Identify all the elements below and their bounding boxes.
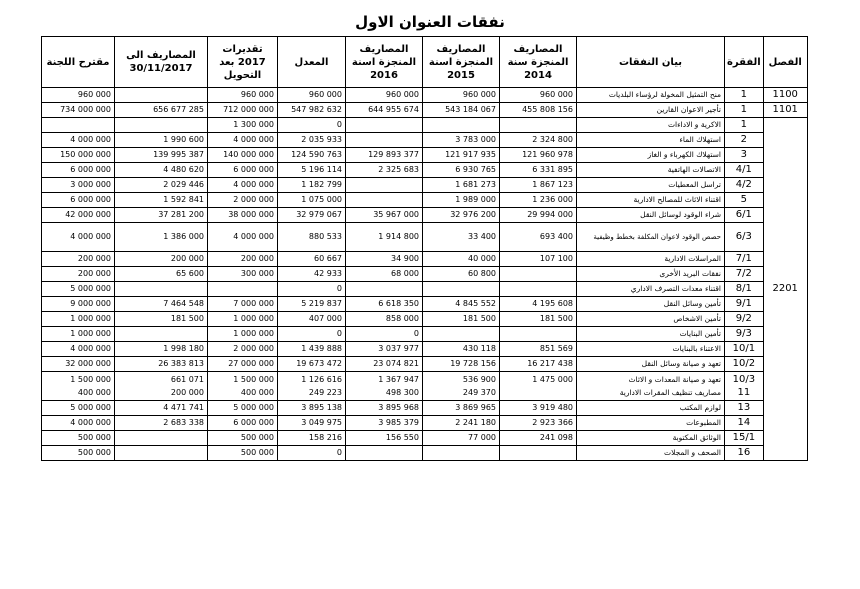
value-2015-cell: [423, 372, 500, 401]
estimate-cell: 38 000 000: [208, 208, 278, 223]
average-cell: 1 182 799: [278, 178, 346, 193]
expenses-cell: 4 480 620: [115, 163, 208, 178]
value-2016-cell: 3 985 379: [346, 416, 423, 431]
value-2014-cell: 455 808 156: [500, 103, 577, 118]
value-2014-cell: 2 923 366: [500, 416, 577, 431]
value-2014-cell: 16 217 438: [500, 357, 577, 372]
paragraph-cell: 1: [725, 118, 764, 133]
paragraph-cell: 2: [725, 133, 764, 148]
paragraph-line-1: 10/3: [732, 374, 756, 385]
description-cell: شراء الوقود لوسائل النقل: [577, 208, 725, 223]
estimate-cell: 500 000: [208, 446, 278, 461]
proposal-line-1: 1 500 000: [70, 375, 111, 384]
paragraph-cell: 1: [725, 88, 764, 103]
value-2014-cell: 6 331 895: [500, 163, 577, 178]
description-cell: استهلاك الكهرباء و الغاز: [577, 148, 725, 163]
proposal-cell: 6 000 000: [42, 163, 115, 178]
expenses-cell: [115, 88, 208, 103]
description-cell: الصحف و المجلات: [577, 446, 725, 461]
value-2015-cell: 2 241 180: [423, 416, 500, 431]
estimate-cell: 1 000 000: [208, 312, 278, 327]
proposal-cell: 6 000 000: [42, 193, 115, 208]
table-row: [42, 267, 808, 282]
value-2014-line-2: [503, 386, 573, 399]
expenses-cell: 37 281 200: [115, 208, 208, 223]
expenses-cell: 181 500: [115, 312, 208, 327]
proposal-cell: 4 000 000: [42, 133, 115, 148]
estimate-cell: [208, 282, 278, 297]
value-2015-cell: [423, 327, 500, 342]
estimate-cell: 1 000 000: [208, 327, 278, 342]
value-2015-cell: 40 000: [423, 252, 500, 267]
value-2014-cell: [500, 372, 577, 401]
description-line-2: مصاريف تنظيف المقرات الادارية: [619, 388, 721, 397]
proposal-cell: 4 000 000: [42, 416, 115, 431]
estimate-cell: 4 000 000: [208, 178, 278, 193]
description-cell: تأجير الاعوان القارين: [577, 103, 725, 118]
value-2015-cell: 19 728 156: [423, 357, 500, 372]
value-2016-cell: [346, 282, 423, 297]
value-2014-cell: 29 994 000: [500, 208, 577, 223]
estimate-line-2: 400 000: [240, 388, 274, 397]
header-estimate-2017: تقديرات 2017 بعد التحويل: [208, 37, 278, 88]
value-2015-cell: [423, 118, 500, 133]
description-cell: لوازم المكتب: [577, 401, 725, 416]
header-expenses-2017: المصاريف الى 30/11/2017: [115, 37, 208, 88]
value-2016-cell: 0: [346, 327, 423, 342]
table-row: [42, 148, 808, 163]
average-cell: 0: [278, 118, 346, 133]
average-cell: 1 075 000: [278, 193, 346, 208]
paragraph-cell: 9/3: [725, 327, 764, 342]
paragraph-cell: 6/1: [725, 208, 764, 223]
value-2015-cell: 3 783 000: [423, 133, 500, 148]
table-row: [42, 327, 808, 342]
description-cell: الاعتناء بالبنايات: [577, 342, 725, 357]
value-2016-cell: 23 074 821: [346, 357, 423, 372]
description-cell: تراسل المعطيات: [577, 178, 725, 193]
value-2016-line-1: 1 367 947: [378, 375, 419, 384]
value-2016-cell: [346, 133, 423, 148]
table-row: [42, 223, 808, 252]
estimate-cell: 140 000 000: [208, 148, 278, 163]
description-cell: الوثائق المكتوبة: [577, 431, 725, 446]
table-row: [42, 401, 808, 416]
expenses-cell: [115, 327, 208, 342]
average-cell: 3 895 138: [278, 401, 346, 416]
paragraph-cell: 8/1: [725, 282, 764, 297]
value-2014-cell: 241 098: [500, 431, 577, 446]
value-2014-cell: 107 100: [500, 252, 577, 267]
paragraph-cell: 10/1: [725, 342, 764, 357]
average-cell: 42 933: [278, 267, 346, 282]
table-row: [42, 431, 808, 446]
proposal-cell: 4 000 000: [42, 223, 115, 252]
average-cell: 960 000: [278, 88, 346, 103]
value-2014-cell: 693 400: [500, 223, 577, 252]
paragraph-line-2: 11: [737, 387, 751, 398]
expenses-cell: 1 998 180: [115, 342, 208, 357]
average-line-1: 1 126 616: [301, 375, 342, 384]
proposal-cell: 960 000: [42, 88, 115, 103]
value-2016-cell: 858 000: [346, 312, 423, 327]
average-cell: 5 219 837: [278, 297, 346, 312]
value-2014-cell: 3 919 480: [500, 401, 577, 416]
description-cell: تأمين الاشخاص: [577, 312, 725, 327]
description-cell: تأمين وسائل النقل: [577, 297, 725, 312]
average-cell: 0: [278, 282, 346, 297]
expenses-cell: 2 683 338: [115, 416, 208, 431]
estimate-cell: 1 300 000: [208, 118, 278, 133]
value-2014-cell: 1 867 123: [500, 178, 577, 193]
value-2014-line-1: 1 475 000: [532, 375, 573, 384]
table-row: [42, 178, 808, 193]
expenses-cell: 139 995 387: [115, 148, 208, 163]
value-2015-cell: 33 400: [423, 223, 500, 252]
expenses-cell: 1 990 600: [115, 133, 208, 148]
value-2015-cell: 1 989 000: [423, 193, 500, 208]
description-cell: حصص الوقود لاعوان المكلفة بخطط وظيفية: [577, 223, 725, 252]
value-2015-cell: 3 869 965: [423, 401, 500, 416]
value-2015-cell: [423, 282, 500, 297]
average-cell: 5 196 114: [278, 163, 346, 178]
paragraph-cell: 3: [725, 148, 764, 163]
estimate-line-1: 1 500 000: [233, 375, 274, 384]
value-2016-cell: 2 325 683: [346, 163, 423, 178]
value-2015-cell: 960 000: [423, 88, 500, 103]
value-2016-cell: [346, 446, 423, 461]
header-average: المعدل: [278, 37, 346, 88]
paragraph-cell: 14: [725, 416, 764, 431]
value-2015-line-2: 249 370: [462, 388, 496, 397]
value-2015-cell: [423, 446, 500, 461]
table-row: [42, 357, 808, 372]
description-cell: الاتصالات الهاتفية: [577, 163, 725, 178]
proposal-cell: 150 000 000: [42, 148, 115, 163]
paragraph-cell: 10/2: [725, 357, 764, 372]
description-cell: استهلاك الماء: [577, 133, 725, 148]
value-2014-cell: [500, 282, 577, 297]
page-title: نفقات العنوان الاول: [355, 13, 505, 31]
proposal-cell: 734 000 000: [42, 103, 115, 118]
value-2016-line-2: 498 300: [385, 388, 419, 397]
header-paragraph: الفقرة: [725, 37, 764, 88]
value-2014-cell: 960 000: [500, 88, 577, 103]
description-cell: منح التمثيل المخولة لرؤساء البلديات: [577, 88, 725, 103]
paragraph-cell: 9/2: [725, 312, 764, 327]
proposal-cell: 500 000: [42, 446, 115, 461]
value-2015-cell: 121 917 935: [423, 148, 500, 163]
value-2016-cell: 3 895 968: [346, 401, 423, 416]
expenses-cell: 2 029 446: [115, 178, 208, 193]
expenses-cell: 26 383 813: [115, 357, 208, 372]
paragraph-cell: 1: [725, 103, 764, 118]
proposal-cell: 500 000: [42, 431, 115, 446]
estimate-cell: 5 000 000: [208, 401, 278, 416]
average-cell: 60 667: [278, 252, 346, 267]
expenses-cell: 1 386 000: [115, 223, 208, 252]
value-2016-cell: 34 900: [346, 252, 423, 267]
estimate-cell: 960 000: [208, 88, 278, 103]
value-2014-cell: 851 569: [500, 342, 577, 357]
value-2014-cell: [500, 327, 577, 342]
value-2016-cell: 68 000: [346, 267, 423, 282]
value-2014-cell: 181 500: [500, 312, 577, 327]
header-2016: المصاريف المنجزة اسنة 2016: [346, 37, 423, 88]
proposal-cell: [42, 118, 115, 133]
estimate-cell: 4 000 000: [208, 133, 278, 148]
value-2015-cell: 60 800: [423, 267, 500, 282]
average-cell: 0: [278, 446, 346, 461]
value-2015-cell: 181 500: [423, 312, 500, 327]
expenses-cell: 7 464 548: [115, 297, 208, 312]
average-cell: 1 439 888: [278, 342, 346, 357]
estimate-cell: 500 000: [208, 431, 278, 446]
header-committee-proposal: مقترح اللجنة: [42, 37, 115, 88]
description-cell: المطبوعات: [577, 416, 725, 431]
expenses-cell: [115, 431, 208, 446]
paragraph-cell: 9/1: [725, 297, 764, 312]
description-cell: تأمين البنايات: [577, 327, 725, 342]
proposal-cell: 5 000 000: [42, 401, 115, 416]
proposal-cell: 32 000 000: [42, 357, 115, 372]
estimate-cell: 200 000: [208, 252, 278, 267]
table-row: [42, 118, 808, 133]
description-cell: الاكرية و الاداءات: [577, 118, 725, 133]
estimate-cell: 7 000 000: [208, 297, 278, 312]
average-cell: 2 035 933: [278, 133, 346, 148]
paragraph-cell: 4/1: [725, 163, 764, 178]
value-2016-cell: 35 967 000: [346, 208, 423, 223]
expenses-line-1: 661 071: [170, 375, 204, 384]
expenses-line-2: 200 000: [170, 388, 204, 397]
value-2016-cell: 3 037 977: [346, 342, 423, 357]
paragraph-cell: 6/3: [725, 223, 764, 252]
value-2015-cell: 4 845 552: [423, 297, 500, 312]
proposal-line-2: 400 000: [77, 388, 111, 397]
proposal-cell: 1 000 000: [42, 327, 115, 342]
paragraph-cell: [725, 372, 764, 401]
estimate-cell: 300 000: [208, 267, 278, 282]
value-2015-cell: 430 118: [423, 342, 500, 357]
header-description: بيان النفقات: [577, 37, 725, 88]
average-cell: 158 216: [278, 431, 346, 446]
description-line-1: تعهد و صيانة المعدات و الاثاث: [628, 375, 721, 384]
expenses-table: [41, 36, 808, 461]
table-row: [42, 297, 808, 312]
average-cell: 880 533: [278, 223, 346, 252]
table-row: [42, 88, 808, 103]
expenses-cell: [115, 282, 208, 297]
table-row: [42, 312, 808, 327]
average-cell: 124 590 763: [278, 148, 346, 163]
value-2016-cell: 960 000: [346, 88, 423, 103]
table-row: [42, 372, 808, 401]
proposal-cell: [42, 372, 115, 401]
chapter-cell: 2201: [763, 118, 807, 461]
header-2014: المصاريف المنجزة سنة 2014: [500, 37, 577, 88]
value-2016-cell: [346, 178, 423, 193]
value-2015-cell: 1 681 273: [423, 178, 500, 193]
description-cell: المراسلات الادارية: [577, 252, 725, 267]
paragraph-cell: 5: [725, 193, 764, 208]
table-row: [42, 252, 808, 267]
proposal-cell: 9 000 000: [42, 297, 115, 312]
value-2016-cell: 156 550: [346, 431, 423, 446]
proposal-cell: 3 000 000: [42, 178, 115, 193]
value-2014-cell: 4 195 608: [500, 297, 577, 312]
expenses-cell: [115, 372, 208, 401]
table-row: [42, 342, 808, 357]
estimate-cell: 2 000 000: [208, 342, 278, 357]
value-2015-line-1: 536 900: [462, 375, 496, 384]
table-row: [42, 103, 808, 118]
table-row: [42, 208, 808, 223]
value-2014-cell: 1 236 000: [500, 193, 577, 208]
estimate-cell: 4 000 000: [208, 223, 278, 252]
value-2015-cell: 543 184 067: [423, 103, 500, 118]
table-row: [42, 193, 808, 208]
table-row: [42, 446, 808, 461]
proposal-cell: 42 000 000: [42, 208, 115, 223]
description-cell: [577, 372, 725, 401]
expenses-cell: 656 677 285: [115, 103, 208, 118]
average-cell: 407 000: [278, 312, 346, 327]
chapter-cell: 1101: [763, 103, 807, 118]
expenses-cell: [115, 446, 208, 461]
estimate-cell: 712 000 000: [208, 103, 278, 118]
paragraph-cell: 16: [725, 446, 764, 461]
expenses-cell: 65 600: [115, 267, 208, 282]
average-cell: 19 673 472: [278, 357, 346, 372]
value-2015-cell: 6 930 765: [423, 163, 500, 178]
table-row: [42, 163, 808, 178]
proposal-cell: 4 000 000: [42, 342, 115, 357]
value-2014-cell: [500, 118, 577, 133]
description-cell: نفقات البريد الأخرى: [577, 267, 725, 282]
value-2016-cell: 6 618 350: [346, 297, 423, 312]
value-2016-cell: 129 893 377: [346, 148, 423, 163]
estimate-cell: 6 000 000: [208, 163, 278, 178]
proposal-cell: 5 000 000: [42, 282, 115, 297]
table-row: [42, 416, 808, 431]
value-2014-cell: 2 324 800: [500, 133, 577, 148]
average-cell: 32 979 067: [278, 208, 346, 223]
paragraph-cell: 15/1: [725, 431, 764, 446]
paragraph-cell: 13: [725, 401, 764, 416]
estimate-cell: 2 000 000: [208, 193, 278, 208]
description-cell: اقتناء الاثاث للمصالح الادارية: [577, 193, 725, 208]
header-row: [42, 37, 808, 88]
value-2014-cell: 121 960 978: [500, 148, 577, 163]
description-cell: اقتناء معدات التصرف الاداري: [577, 282, 725, 297]
value-2015-cell: 32 976 200: [423, 208, 500, 223]
value-2016-cell: [346, 193, 423, 208]
expenses-cell: 1 592 841: [115, 193, 208, 208]
proposal-cell: 1 000 000: [42, 312, 115, 327]
average-cell: 3 049 975: [278, 416, 346, 431]
expenses-cell: [115, 118, 208, 133]
value-2016-cell: [346, 118, 423, 133]
table-row: [42, 133, 808, 148]
value-2014-cell: [500, 446, 577, 461]
value-2015-cell: 77 000: [423, 431, 500, 446]
header-2015: المصاريف المنجزة اسنة 2015: [423, 37, 500, 88]
table-row: [42, 282, 808, 297]
description-cell: تعهد و صيانة وسائل النقل: [577, 357, 725, 372]
paragraph-cell: 4/2: [725, 178, 764, 193]
value-2014-cell: [500, 267, 577, 282]
chapter-cell: 1100: [763, 88, 807, 103]
estimate-cell: [208, 372, 278, 401]
proposal-cell: 200 000: [42, 252, 115, 267]
average-cell: 0: [278, 327, 346, 342]
value-2016-cell: 1 914 800: [346, 223, 423, 252]
header-chapter: الفصل: [763, 37, 807, 88]
value-2016-cell: 644 955 674: [346, 103, 423, 118]
value-2016-cell: [346, 372, 423, 401]
proposal-cell: 200 000: [42, 267, 115, 282]
paragraph-cell: 7/1: [725, 252, 764, 267]
estimate-cell: 6 000 000: [208, 416, 278, 431]
estimate-cell: 27 000 000: [208, 357, 278, 372]
expenses-cell: 4 471 741: [115, 401, 208, 416]
average-cell: 547 982 632: [278, 103, 346, 118]
average-line-2: 249 223: [308, 388, 342, 397]
paragraph-cell: 7/2: [725, 267, 764, 282]
average-cell: [278, 372, 346, 401]
expenses-cell: 200 000: [115, 252, 208, 267]
